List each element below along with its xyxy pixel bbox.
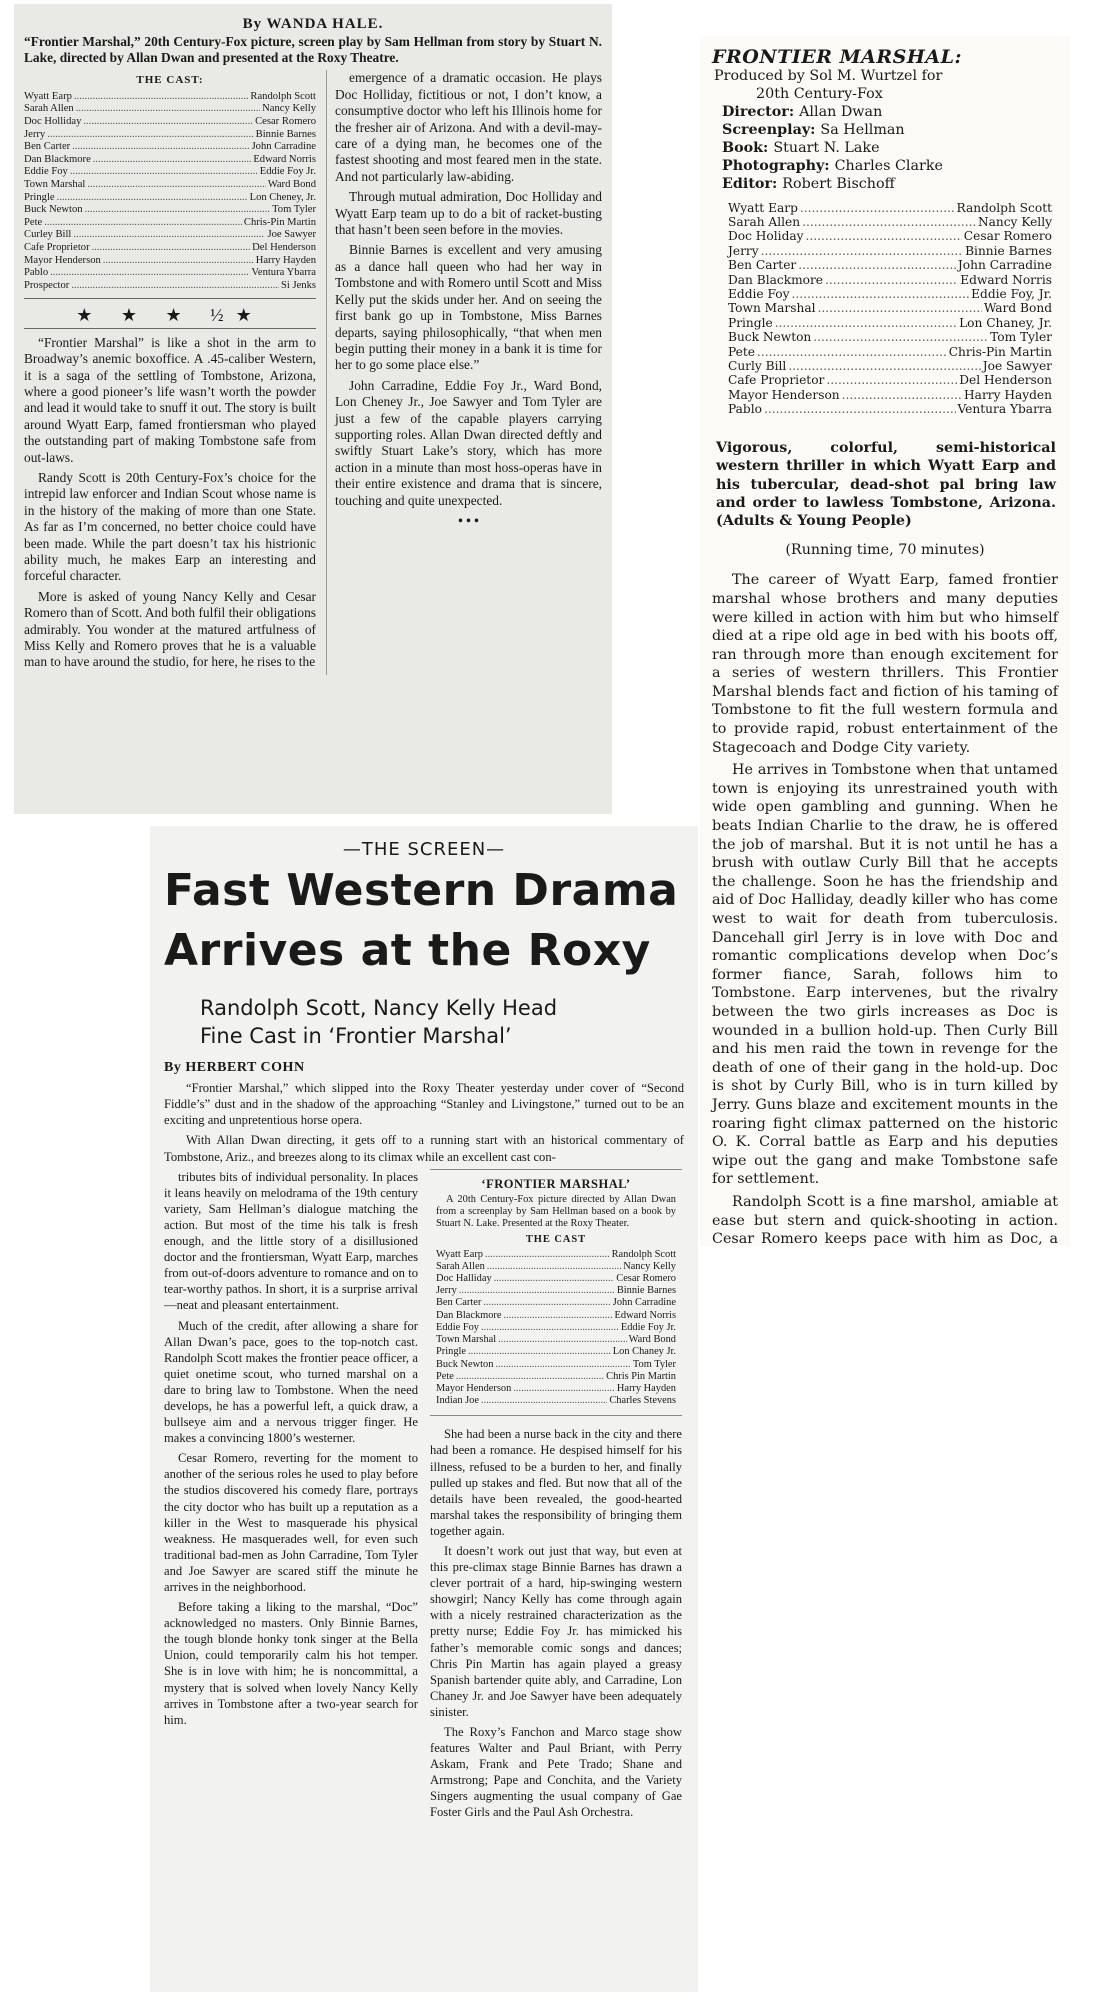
cast-role: Doc Holliday	[24, 116, 82, 127]
dot-leader	[842, 388, 962, 402]
deck	[200, 994, 684, 1050]
paragraph: “Frontier Marshal” is like a shot in the arm to Broadway’s anemic boxoffice. A .45-caliber Western, it is a saga of the settling of Tombstone, Arizona, where a good pioneer’s life wasn’t worth the powder and lead it would take to snuff it out. The story is built around Wyatt Earp, famed frontiersman who played the outstanding part of making Tombstone safe from out-laws.	[24, 334, 316, 465]
end-mark: • • •	[458, 512, 479, 528]
produced-by: Produced by Sol M. Wurtzel for	[714, 67, 943, 84]
cast-row	[728, 215, 1052, 229]
cast-actor: Chris-Pin Martin	[243, 216, 316, 228]
cast-role: Eddie Foy	[24, 166, 68, 178]
cast-row	[728, 330, 1052, 344]
cast-row	[24, 129, 316, 142]
cast-actor: Eddie Foy, Jr.	[971, 287, 1052, 302]
cast-row	[728, 402, 1052, 416]
cast-row	[24, 179, 316, 192]
cast-actor: Lon Chaney Jr.	[612, 1346, 676, 1358]
cast-row	[24, 217, 316, 230]
cast-actor: Ventura Ybarra	[957, 402, 1052, 417]
cast-row	[436, 1249, 676, 1261]
left-column	[164, 1169, 418, 1825]
dot-leader	[757, 345, 947, 359]
cast-row	[24, 280, 316, 293]
cast-actor: Joe Sawyer	[267, 229, 316, 241]
cast-actor: Randolph Scott	[956, 200, 1052, 215]
cast-actor: Del Henderson	[959, 373, 1052, 388]
cast-role: Sarah Allen	[24, 103, 74, 115]
cast-row	[728, 388, 1052, 402]
cast-row	[436, 1383, 676, 1395]
credit-value: Sa Hellman	[820, 121, 905, 138]
cast-role: Buck Newton	[728, 330, 812, 345]
credit-value: Charles Clarke	[834, 157, 943, 174]
paragraph: He arrives in Tombstone when that untamed town is enjoying its unrestrained youth with wide open gambling and gunning. When he beats Indian Charlie to the draw, he is offered the job of marshal. But it is not until he has a brush with outlaw Curly Bill that he accepts the challenge. Soon he has the friendship and aid of Doc Halliday, deadly killer who has come west to wait for death from tuberculosis. Dancehall girl Jerry is in love with Doc and romantic complications develop when Doc’s former fiance, Sarah, follows him to Tombstone. Earp intervenes, but the rivalry between the two girls increases as Doc is wounded in a bullion hold-up. Then Curly Bill and his men raid the town in revenge for the death of one of their gang in the hold-up. Doc is shot by Curly Bill, who is in turn killed by Jerry. Guns blaze and excitement mounts in the roaring fight climax patterned on the historic O. K. Corral battle as Earp and his deputies wipe out the gang and make Tombstone safe for settlement.	[712, 762, 1058, 1188]
dot-leader	[775, 316, 957, 330]
cast-role: Ben Carter	[24, 141, 71, 153]
cast-row	[24, 141, 316, 154]
cast-role: Mayor Henderson	[728, 387, 840, 402]
credit-row	[714, 103, 1058, 121]
cast-row	[436, 1273, 676, 1285]
dot-leader	[825, 273, 958, 287]
byline: By WANDA HALE.	[242, 16, 384, 32]
paragraph: Before taking a liking to the marshal, “Doc” acknowledged no masters. Only Binnie Barnes, the tough blonde honky tonk singer at the Bella Union, could temporarily calm his hot temper. She is in love with him; he is noncommittal, a mystery that is solved when lovely Nancy Kelly arrives in Tombstone after a two-year search for him.	[164, 1600, 418, 1727]
credit-rows	[714, 103, 1058, 193]
cast-box	[430, 1169, 682, 1417]
review-paragraphs	[712, 571, 1058, 1246]
cast-role: Wyatt Earp	[24, 90, 72, 102]
cast-actor: Randolph Scott	[611, 1248, 676, 1260]
two-column-body	[24, 70, 602, 674]
cast-heading: THE CAST:	[136, 74, 204, 87]
cast-role: Dan Blackmore	[24, 153, 91, 165]
paragraph: “Frontier Marshal,” which slipped into the Roxy Theater yesterday under cover of “Second Fiddle’s” dust and in the shadow of the approaching “Stanley and Livingstone,” turned out to be an exciting and unpretentious horse opera.	[164, 1081, 684, 1128]
cast-role: Wyatt Earp	[436, 1248, 483, 1260]
cast-row	[728, 273, 1052, 287]
cast-actor: Nancy Kelly	[262, 103, 316, 115]
dot-leader	[494, 1273, 615, 1285]
cast-actor: Chris Pin Martin	[606, 1370, 676, 1382]
cast-role: Jerry	[436, 1285, 457, 1297]
dot-leader	[481, 1395, 607, 1407]
cast-row	[24, 116, 316, 129]
paragraph: John Carradine, Eddie Foy Jr., Ward Bond, Lon Cheney Jr., Joe Sawyer and Tom Tyler are just a few of the capable players carrying supporting roles. Allan Dwan directed deftly and swiftly Stuart Lake’s story, which has more action in a minute than most hoss-operas have in their entire existence and drama that is sincere, touching and quite unexpected.	[335, 377, 602, 508]
cast-row	[728, 373, 1052, 387]
cast-row	[728, 345, 1052, 359]
credit-value: Robert Bischoff	[782, 175, 895, 192]
cast-role: Pringle	[24, 191, 55, 203]
credit-value: Allan Dwan	[799, 103, 883, 120]
cast-actor: Tom Tyler	[272, 204, 316, 216]
cast-row	[728, 244, 1052, 258]
dot-leader	[459, 1285, 615, 1297]
cast-actor: Si Jenks	[280, 279, 316, 291]
cast-actor: Chris-Pin Martin	[948, 344, 1052, 359]
cast-role: Eddie Foy	[728, 287, 790, 302]
credit-label: Book:	[722, 139, 774, 156]
cast-row	[24, 166, 316, 179]
cast-row	[436, 1359, 676, 1371]
dot-leader	[798, 258, 956, 272]
dot-leader	[481, 1322, 619, 1334]
cast-row	[24, 267, 316, 280]
cast-box-blurb: A 20th Century-Fox picture directed by Allan Dwan from a screenplay by Sam Hellman based on a book by Stuart N. Lake. Presented at the Roxy Theater.	[436, 1193, 676, 1230]
cast-row	[24, 103, 316, 116]
paragraph: Randolph Scott is a fine marshol, amiable at ease but stern and quick-shooting in action. Cesar Romero keeps pace with him as Doc, a	[712, 1193, 1058, 1246]
cast-actor: Edward Norris	[253, 153, 316, 165]
dot-leader	[87, 179, 265, 192]
dot-leader	[73, 229, 265, 242]
paragraph: The Roxy’s Fanchon and Marco stage show features Walter and Paul Briant, with Perry Askam, Frank and Pete Trado; Shane and Armstrong; Pape and Conchita, and the Variety Singers augmenting the usual company of Gae Foster Girls and the Paul Ash Orchestra.	[430, 1725, 682, 1820]
paragraph: More is asked of young Nancy Kelly and Cesar Romero than of Scott. And both fulfil their obligations admirably. You wonder at the matured artfulness of Miss Kelly and Romero proves that he is a valuable man to have around the studio, for here, he rises to the	[24, 588, 316, 670]
dot-leader	[788, 359, 980, 373]
credits-block	[714, 67, 1058, 193]
cast-role: Jerry	[728, 243, 759, 258]
star-rating: ★ ★ ★ ½★	[24, 305, 316, 328]
dot-leader	[92, 242, 251, 255]
two-column-body	[164, 1169, 684, 1825]
cast-actor: Del Henderson	[252, 241, 316, 253]
cast-row	[728, 359, 1052, 373]
cast-row	[24, 204, 316, 217]
dot-leader	[792, 287, 970, 301]
paragraph: tributes bits of individual personality. In places it leans heavily on melodrama of the 19th century variety, Sam Hellman’s dialogue matching the action. But most of the time his talk is fresh enough, and the little story of a disillusioned doctor and the frontiersman, Wyatt Earp, marches from out-of-doors adventure to romance and on to tear-worthy pathos. In short, it is a surprise arrival—neat and pleasant entertainment.	[164, 1169, 418, 1313]
cast-role: Pringle	[728, 315, 773, 330]
cast-role: Jerry	[24, 128, 46, 140]
headline-line-2: Arrives at the Roxy	[164, 925, 651, 977]
cast-actor: Harry Hayden	[616, 1382, 676, 1394]
cast-role: Sarah Allen	[436, 1260, 485, 1272]
cast-role: Pablo	[24, 267, 49, 279]
right-column	[430, 1169, 682, 1825]
left-paragraphs	[24, 335, 316, 671]
running-time: (Running time, 70 minutes)	[785, 541, 985, 558]
cast-row	[728, 229, 1052, 243]
credit-label: Editor:	[722, 175, 783, 192]
dot-leader	[764, 402, 956, 416]
intro-paragraph: “Frontier Marshal,” 20th Century-Fox picture, screen play by Sam Hellman from story by Stuart N. Lake, directed by Allan Dwan and presented at the Roxy Theatre.	[24, 34, 602, 66]
paragraph: With Allan Dwan directing, it gets off to a running start with an historical commentary of Tombstone, Ariz., and breezes along to its climax while an excellent cast con-	[164, 1133, 684, 1164]
summary: Vigorous, colorful, semi-historical western thriller in which Wyatt Earp and his tubercular, dead-shot pal bring law and order to lawless Tombstone, Arizona. (Adults & Young People)	[716, 439, 1056, 530]
cast-actor: Binnie Barnes	[255, 128, 316, 140]
dot-leader	[76, 103, 260, 116]
left-column	[24, 70, 316, 674]
right-paragraphs	[430, 1426, 682, 1820]
paragraph: She had been a nurse back in the city and there had been a romance. He despised himself for his illness, refused to be a burden to her, and finally pulled up stakes and fled. But now that all of the details have been revealed, the good-hearted marshal takes the responsibility of bringing them together again.	[430, 1427, 682, 1538]
dot-leader	[456, 1371, 604, 1383]
dot-leader	[826, 373, 957, 387]
cast-role: Mayor Henderson	[436, 1382, 512, 1394]
cast-row	[24, 229, 316, 242]
cast-actor: John Carradine	[612, 1297, 676, 1309]
cast-row	[436, 1261, 676, 1273]
dot-leader	[513, 1383, 615, 1395]
paragraph: emergence of a dramatic occasion. He plays Doc Holliday, fictitious or not, I don’t know, a consumptive doctor who left his Illinois home for the fresher air of Arizona. And with a devil-may-care of a dying man, he becomes one of the fastest shooting and most feared men in the state. And not particularly law-abiding.	[335, 70, 602, 184]
cast-role: Dan Blackmore	[728, 272, 824, 287]
cast-role: Town Marshal	[728, 301, 816, 316]
cast-row	[436, 1310, 676, 1322]
cast-actor: Tom Tyler	[632, 1358, 676, 1370]
cast-actor: Edward Norris	[960, 272, 1052, 287]
cast-row	[728, 316, 1052, 330]
cast-role: Ben Carter	[728, 258, 797, 273]
dot-leader	[498, 1334, 626, 1346]
dot-leader	[47, 129, 253, 142]
credit-row	[714, 121, 1058, 139]
cast-actor: Randolph Scott	[250, 90, 316, 102]
cast-role: Eddie Foy	[436, 1321, 480, 1333]
lead-paragraphs	[164, 1080, 684, 1164]
dot-leader	[485, 1249, 610, 1261]
cast-role: Pablo	[728, 402, 762, 417]
cast-role: Indian Joe	[436, 1395, 479, 1407]
paragraph: Cesar Romero, reverting for the moment to another of the serious roles he used to play before the studios discovered his comedy flare, portrays the city doctor who has built up a reputation as a killer in the West to masquerade his physical weakness. He masquerades well, for even such traditional bad-men as John Carradine, Tom Tyler and Joe Sawyer are scared stiff the minute he arrives in the neighborhood.	[164, 1451, 418, 1594]
dot-leader	[44, 217, 242, 230]
dot-leader	[83, 116, 253, 129]
dot-leader	[802, 215, 976, 229]
right-column	[326, 70, 602, 674]
cast-row	[436, 1297, 676, 1309]
dot-leader	[468, 1346, 611, 1358]
cast-role: Sarah Allen	[728, 215, 801, 229]
credit-label: Screenplay:	[722, 121, 821, 138]
cast-actor: Nancy Kelly	[977, 215, 1052, 229]
cast-role: Wyatt Earp	[728, 200, 798, 215]
credit-label: Photography:	[722, 157, 835, 174]
dot-leader	[504, 1310, 613, 1322]
credit-row	[714, 157, 1058, 175]
credit-row	[714, 139, 1058, 157]
cast-role: Prospector	[24, 279, 70, 291]
the-screen-clipping	[150, 826, 698, 1992]
dot-leader	[818, 301, 982, 315]
cast-row	[24, 91, 316, 104]
byline: By HERBERT COHN	[164, 1060, 305, 1076]
dot-leader	[806, 229, 962, 243]
cast-role: Doc Halliday	[436, 1273, 492, 1285]
cast-role: Buck Newton	[436, 1358, 494, 1370]
cast-actor: Binnie Barnes	[616, 1285, 676, 1297]
dot-leader	[487, 1261, 621, 1273]
dot-leader	[50, 267, 249, 280]
cast-row	[436, 1322, 676, 1334]
cast-list	[728, 201, 1052, 417]
cast-actor: Cesar Romero	[963, 229, 1052, 244]
cast-role: Pete	[24, 216, 43, 228]
cast-row	[728, 287, 1052, 301]
cast-actor: Cesar Romero	[255, 116, 316, 127]
cast-role: Buck Newton	[24, 204, 83, 216]
cast-actor: Eddie Foy Jr.	[620, 1321, 676, 1333]
cast-row	[24, 192, 316, 205]
cast-role: Curley Bill	[24, 229, 72, 241]
cast-role: Pringle	[436, 1346, 467, 1358]
dot-leader	[85, 204, 271, 217]
cast-box-heading: THE CAST	[525, 1234, 587, 1246]
cast-actor: Ward Bond	[983, 301, 1052, 316]
cast-role: Town Marshal	[436, 1334, 497, 1346]
cast-actor: Ventura Ybarra	[251, 267, 316, 279]
trade-review-clipping	[700, 36, 1070, 1246]
cast-row	[24, 255, 316, 268]
dot-leader	[495, 1359, 630, 1371]
cast-row	[436, 1371, 676, 1383]
deck-line-2: Fine Cast in ‘Frontier Marshal’	[200, 1024, 512, 1049]
deck-line-1: Randolph Scott, Nancy Kelly Head	[200, 996, 558, 1021]
paragraph: Much of the credit, after allowing a share for Allan Dwan’s pace, goes to the top-notch cast. Randolph Scott makes the frontier peace officer, a quiet onetime scout, who turned marshal on a dare to bring law to Tombstone. When the need develops, he has a powerful left, a quick draw, a bullseye aim and a nervous trigger finger. He makes a convincing 1800’s westerner.	[164, 1318, 418, 1446]
dot-leader	[93, 154, 252, 167]
dot-leader	[70, 166, 258, 179]
cast-role: Pete	[436, 1370, 454, 1382]
cast-row	[728, 201, 1052, 215]
paragraph: It doesn’t work out just that way, but even at this pre-climax stage Binnie Barnes has drawn a clever portrait of a hard, hip-swinging western showgirl; Nancy Kelly has come through again with a nicely restrained characterization as the pretty nurse; Eddie Foy Jr. has mimicked his father’s memorable comic songs and dances; Chris Pin Martin has again played a greasy Spanish bartender quite ably, and Carradine, Lon Chaney Jr. and Joe Sawyer have been adequately sinister.	[430, 1543, 682, 1719]
credit-row	[714, 175, 1058, 193]
cast-actor: John Carradine	[251, 141, 316, 153]
cast-role: Cafe Proprietor	[728, 373, 825, 388]
cast-row	[436, 1395, 676, 1407]
cast-actor: Tom Tyler	[990, 330, 1052, 345]
cast-row	[436, 1334, 676, 1346]
dot-leader	[800, 201, 955, 215]
section-kicker: —THE SCREEN—	[342, 839, 506, 860]
cast-role: Ben Carter	[436, 1297, 482, 1309]
cast-role: Dan Blackmore	[436, 1309, 502, 1321]
dot-leader	[71, 280, 279, 293]
cast-role: Curly Bill	[728, 359, 787, 374]
cast-role: Pete	[728, 344, 755, 359]
cast-box-title: ‘FRONTIER MARSHAL’	[481, 1176, 631, 1191]
daily-news-review-clipping	[14, 4, 612, 814]
credit-label: Director:	[722, 103, 800, 120]
dot-leader	[761, 244, 963, 258]
cast-row	[24, 242, 316, 255]
cast-list	[436, 1249, 676, 1408]
cast-actor: Ward Bond	[628, 1334, 676, 1346]
cast-row	[728, 301, 1052, 315]
cast-actor: Eddie Foy Jr.	[259, 166, 316, 178]
cast-list	[24, 91, 316, 300]
dot-leader	[74, 91, 248, 104]
headline-line-1: Fast Western Drama	[164, 865, 679, 917]
film-title: FRONTIER MARSHAL:	[712, 46, 962, 68]
cast-actor: Cesar Romero	[616, 1273, 676, 1285]
dot-leader	[103, 255, 254, 268]
paragraph: Binnie Barnes is excellent and very amusing as a dance hall queen who had her way in Tombstone and with Romero until Scott and Miss Kelly put the skids under her. And on seeing the first bank go up in Tombstone, Miss Barnes departs, saying philosophically, “that when men begin putting their money in a bank it is time for her to go some place else.”	[335, 242, 602, 373]
cast-role: Mayor Henderson	[24, 254, 101, 266]
dot-leader	[483, 1297, 611, 1309]
cast-actor: John Carradine	[957, 258, 1052, 273]
cast-role: Town Marshal	[24, 178, 86, 190]
paragraph: The career of Wyatt Earp, famed frontier marshal whose brothers and many deputies were killed in action with him but who himself died at a ripe old age in bed with his boots off, ran through more than enough excitement for a series of western thrillers. This Frontier Marshal blends fact and fiction of his taming of Tombstone to fit the full western formula and to provide rapid, robust entertainment of the Stagecoach and Dodge City variety.	[712, 572, 1058, 756]
cast-row	[24, 154, 316, 167]
paragraph: Through mutual admiration, Doc Holliday and Wyatt Earp team up to do a bit of racket-busting that hasn’t been seen before in the movies.	[335, 189, 602, 238]
cast-row	[436, 1346, 676, 1358]
dot-leader	[813, 330, 988, 344]
cast-actor: Nancy Kelly	[623, 1260, 676, 1272]
cast-actor: Lon Cheney, Jr.	[249, 191, 316, 203]
cast-actor: Harry Hayden	[964, 387, 1052, 402]
cast-actor: Binnie Barnes	[965, 243, 1052, 258]
cast-actor: Lon Chaney, Jr.	[959, 315, 1052, 330]
paragraph: Randy Scott is 20th Century-Fox’s choice for the intrepid law enforcer and Indian Scout whose name is in the history of the making of more than one State. As far as I’m concerned, no better choice could have been made. While the part doesn’t tax his histrionic ability much, he makes Earp an interesting and forceful character.	[24, 469, 316, 584]
cast-row	[436, 1285, 676, 1297]
dot-leader	[72, 141, 249, 154]
cast-role: Doc Holiday	[728, 229, 804, 244]
cast-row	[728, 258, 1052, 272]
cast-role: Cafe Proprietor	[24, 241, 90, 253]
dot-leader	[57, 192, 248, 205]
cast-actor: Charles Stevens	[609, 1395, 676, 1407]
credit-value: Stuart N. Lake	[773, 139, 880, 156]
cast-actor: Harry Hayden	[255, 254, 316, 266]
right-paragraphs	[335, 70, 602, 509]
cast-actor: Joe Sawyer	[982, 359, 1052, 374]
cast-actor: Edward Norris	[614, 1309, 676, 1321]
cast-actor: Ward Bond	[267, 178, 316, 190]
studio: 20th Century-Fox	[756, 85, 883, 102]
